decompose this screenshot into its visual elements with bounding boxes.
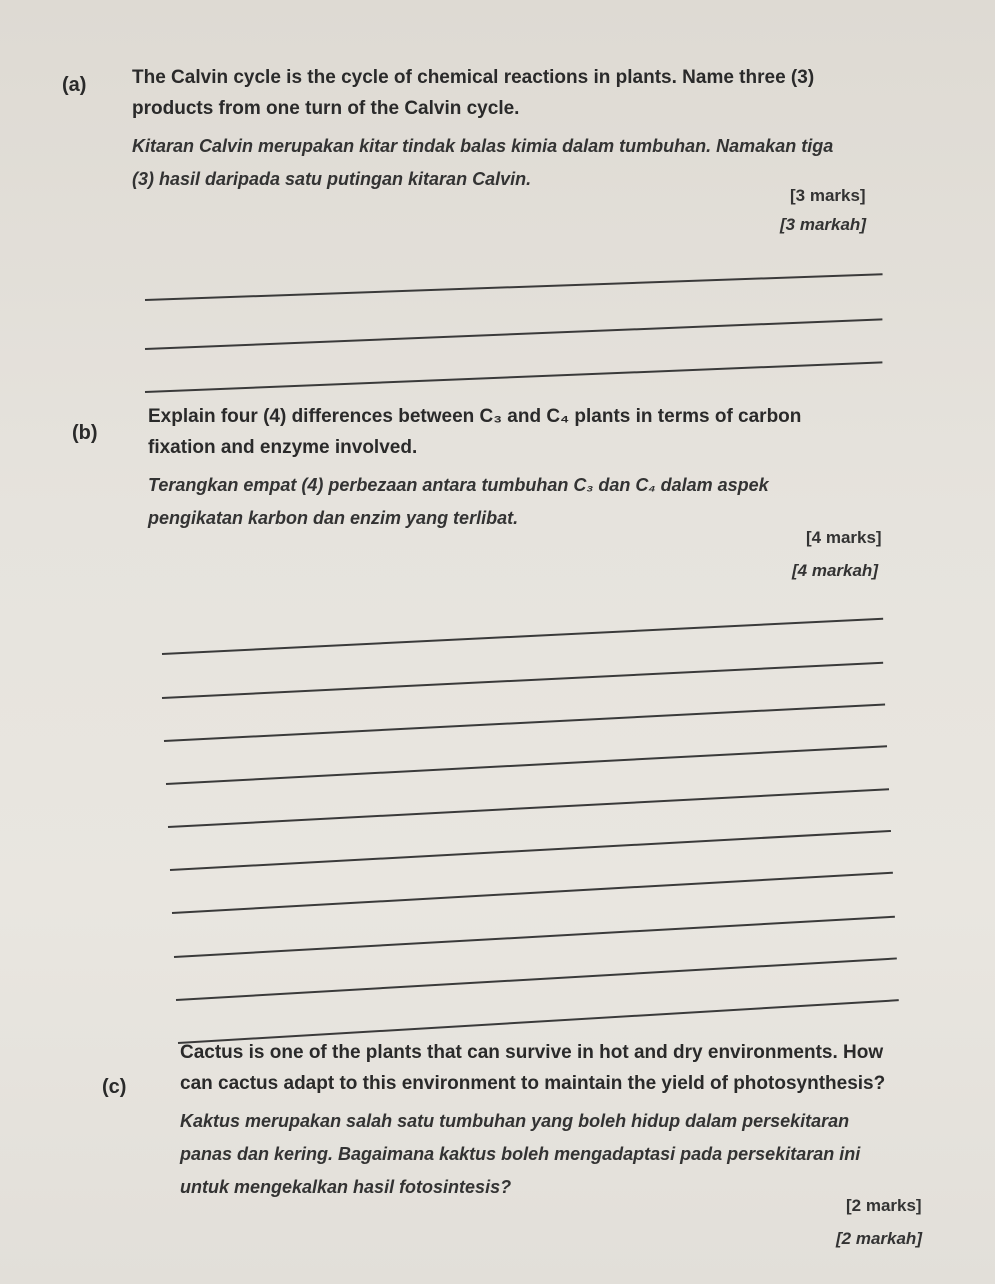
- question-c-marks-ms: [2 markah]: [836, 1229, 922, 1248]
- question-b-marks-ms: [4 markah]: [792, 561, 878, 580]
- question-a-label: (a): [62, 74, 87, 96]
- question-c-label: (c): [102, 1076, 127, 1098]
- answer-line[interactable]: [166, 745, 887, 785]
- question-b-malay: Terangkan empat (4) perbezaan antara tumbuhan C₃ dan C₄ dalam aspek pengikatan karbon dan enzim yang terlibat.: [148, 475, 769, 528]
- answer-line[interactable]: [162, 662, 883, 699]
- question-c-malay: Kaktus merupakan salah satu tumbuhan yang boleh hidup dalam persekitaran panas dan kering. Bagaimana kaktus boleh mengadaptasi pada persekitaran ini untuk mengekalkan hasil fotosintesis?: [180, 1111, 861, 1197]
- question-c: [180, 1037, 892, 1204]
- question-c-marks-en: [2 marks]: [846, 1196, 922, 1215]
- question-c-english: Cactus is one of the plants that can survive in hot and dry environments. How can cactus adapt to this environment to maintain the yield of photosynthesis?: [180, 1042, 886, 1094]
- answer-line[interactable]: [172, 872, 893, 914]
- answer-line[interactable]: [145, 361, 882, 393]
- answer-line[interactable]: [164, 703, 885, 742]
- answer-line[interactable]: [162, 618, 883, 655]
- question-a-malay: Kitaran Calvin merupakan kitar tindak balas kimia dalam tumbuhan. Namakan tiga (3) hasil daripada satu putingan kitaran Calvin.: [132, 136, 834, 189]
- answer-line[interactable]: [170, 830, 891, 871]
- question-b-marks-en: [4 marks]: [806, 528, 882, 547]
- question-a: [132, 62, 847, 196]
- answer-line[interactable]: [176, 957, 897, 1001]
- answer-line[interactable]: [174, 916, 895, 958]
- question-b-label: (b): [72, 422, 98, 444]
- question-a-english: The Calvin cycle is the cycle of chemical reactions in plants. Name three (3) products from one turn of the Calvin cycle.: [132, 67, 815, 119]
- answer-line[interactable]: [145, 273, 883, 301]
- question-b: [148, 401, 848, 535]
- question-a-marks-en: [3 marks]: [790, 186, 866, 205]
- question-b-english: Explain four (4) differences between C₃ and C₄ plants in terms of carbon fixation and enzyme involved.: [148, 406, 802, 458]
- answer-line[interactable]: [168, 788, 889, 828]
- answer-line[interactable]: [145, 318, 882, 350]
- question-a-marks-ms: [3 markah]: [780, 215, 866, 234]
